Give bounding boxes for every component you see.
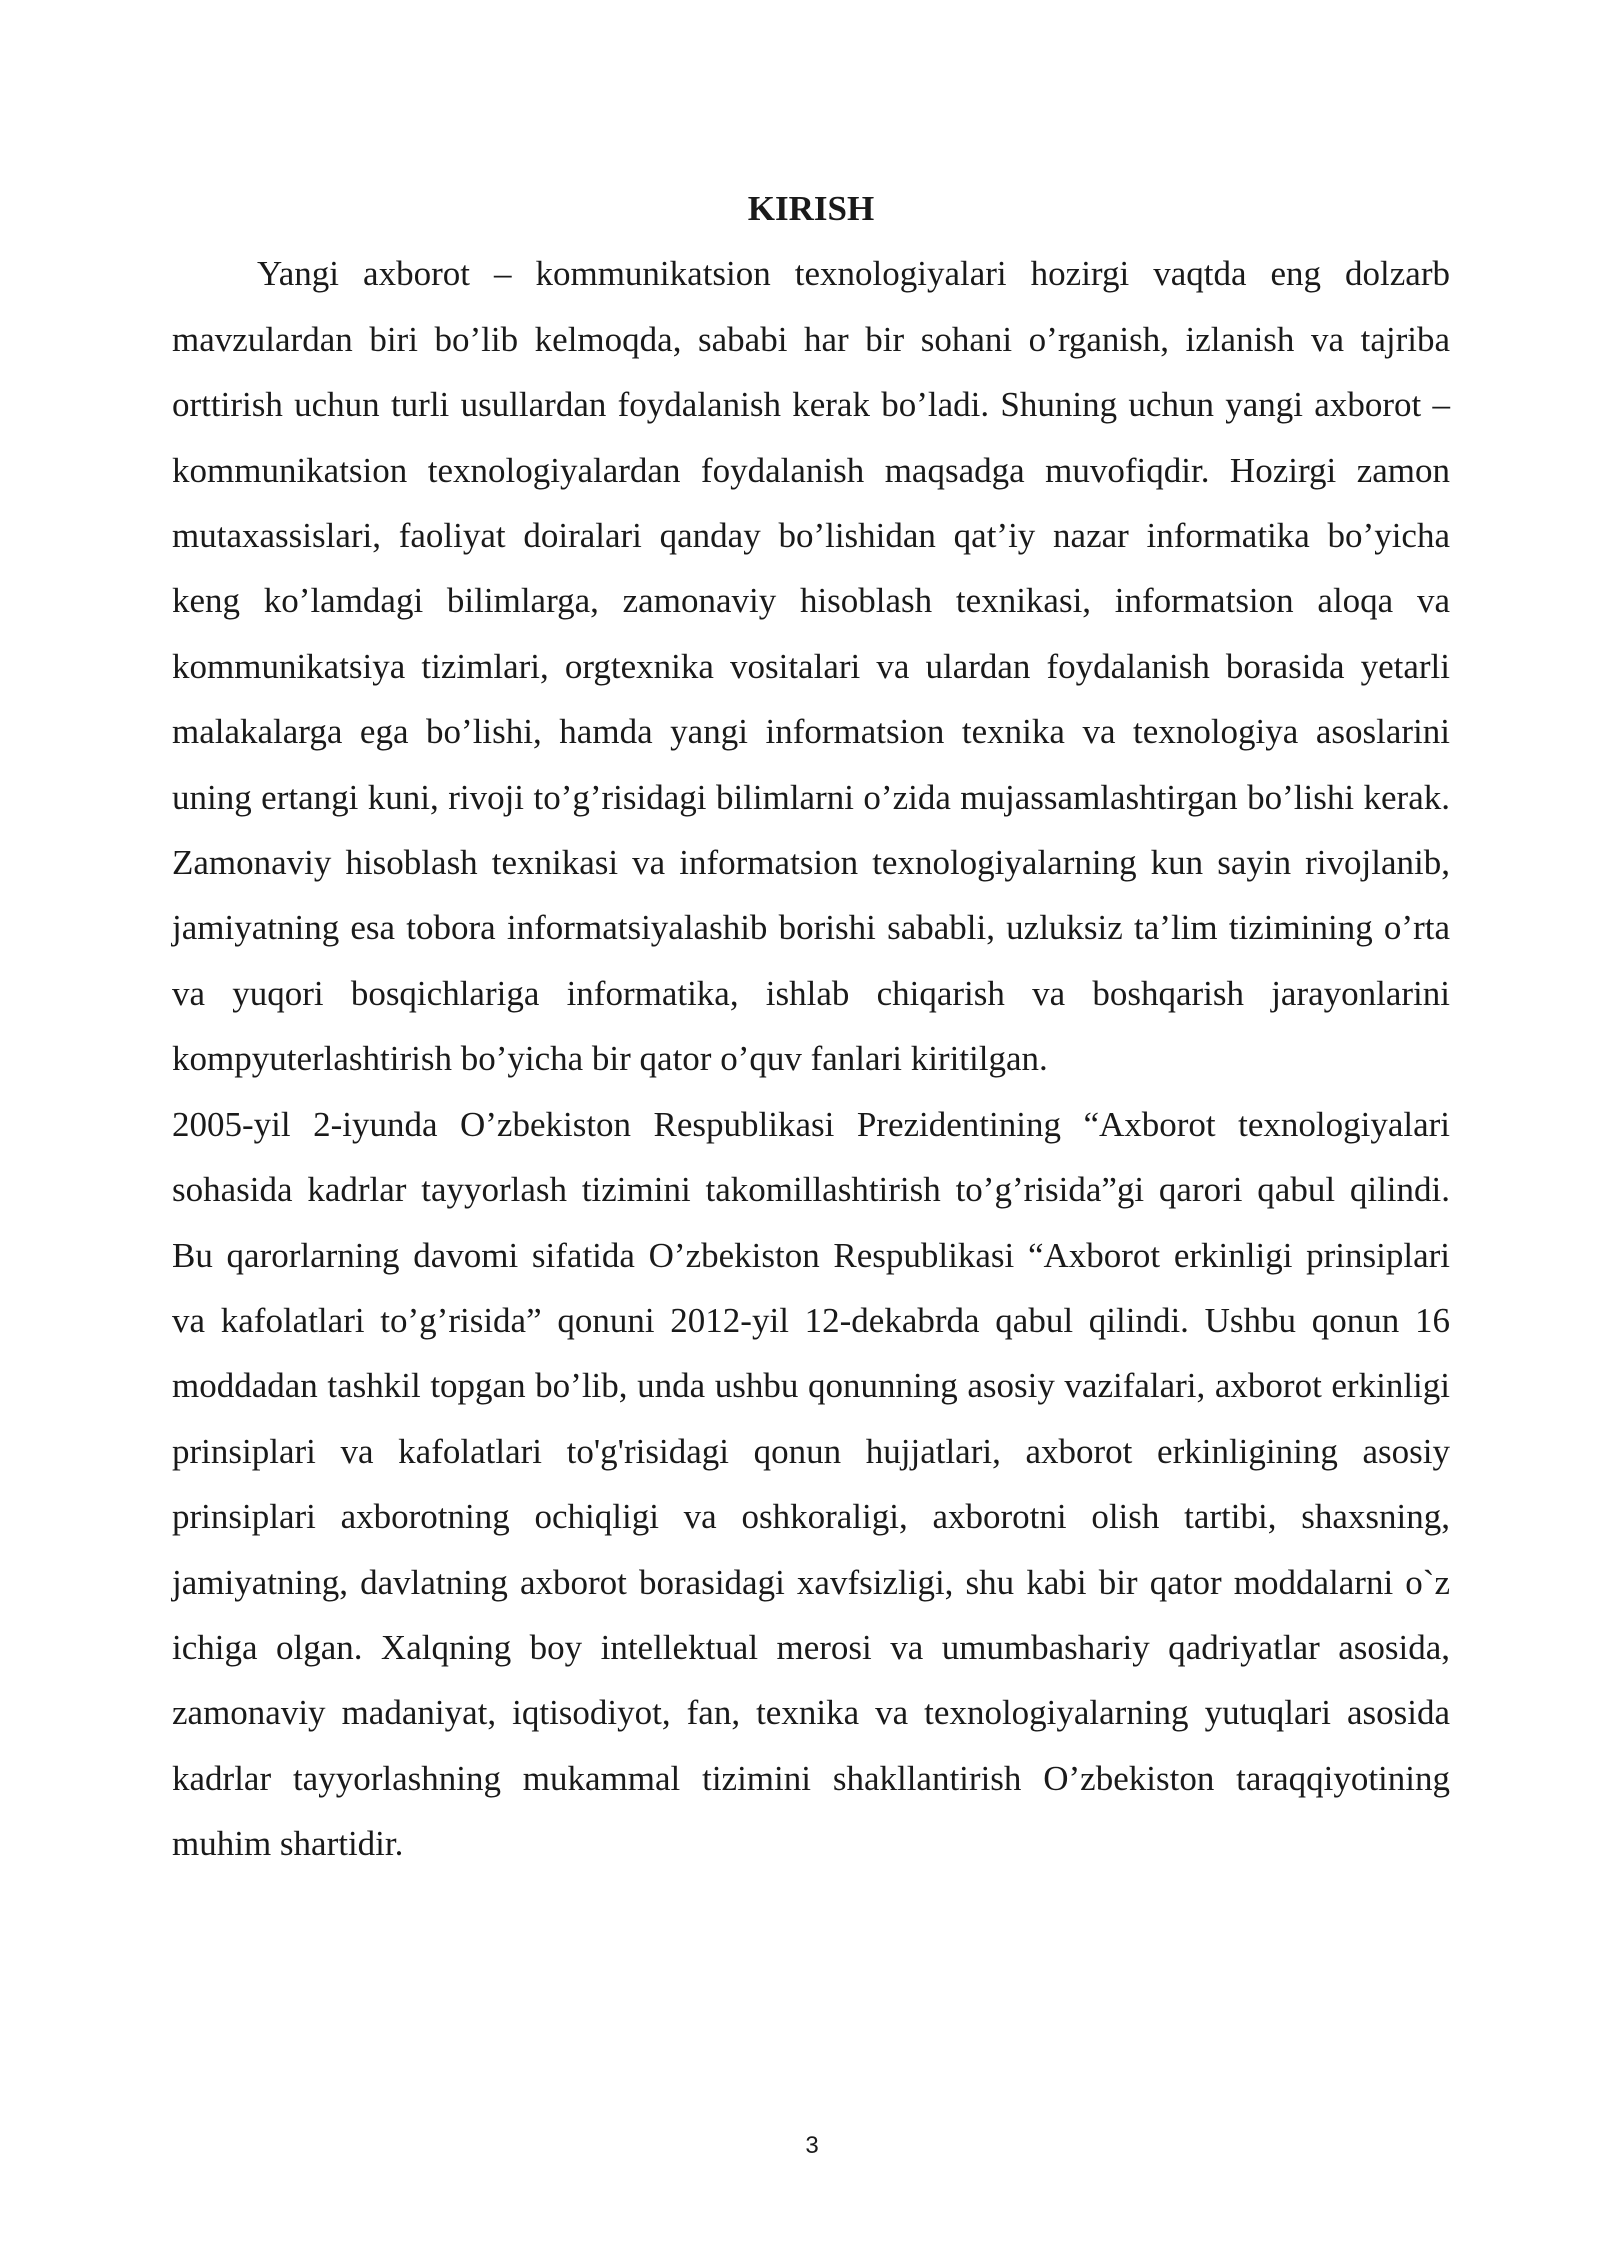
section-heading: KIRISH bbox=[747, 189, 875, 228]
page-number: 3 bbox=[805, 2132, 819, 2159]
body-paragraph-2: 2005-yil 2-iyunda O’zbekiston Respublikasi Prezidentining “Axborot texnologiyalari sohasida kadrlar tayyorlash tizimini takomillashtirish to’g’risida”gi qarori qabul qilindi. Bu qarorlarning davomi sifatida O’zbekiston Respublikasi “Axborot erkinligi prinsiplari va kafolatlari to’g’risida” qonuni 2012-yil 12-dekabrda qabul qilindi. Ushbu qonun 16 moddadan tashkil topgan bo’lib, unda ushbu qonunning asosiy vazifalari, axborot erkinligi prinsiplari va kafolatlari to'g'risidagi qonun hujjatlari, axborot erkinligining asosiy prinsiplari axborotning ochiqligi va oshkoraligi, axborotni olish tartibi, shaxsning, jamiyatning, davlatning axborot borasidagi xavfsizligi, shu kabi bir qator moddalarni o`z ichiga olgan. Xalqning boy intellektual merosi va umumbashariy qadriyatlar asosida, zamonaviy madaniyat, iqtisodiyot, fan, texnika va texnologiyalarning yutuqlari asosida kadrlar tayyorlashning mukammal tizimini shakllantirish O’zbekiston taraqqiyotining muhim shartidir. bbox=[172, 1104, 1450, 1864]
page-content bbox=[172, 176, 1450, 1877]
body-paragraph-1: Yangi axborot – kommunikatsion texnologiyalari hozirgi vaqtda eng dolzarb mavzulardan biri bo’lib kelmoqda, sababi har bir sohani o’rganish, izlanish va tajriba orttirish uchun turli usullardan foydalanish kerak bo’ladi. Shuning uchun yangi axborot – kommunikatsion texnologiyalardan foydalanish maqsadga muvofiqdir. Hozirgi zamon mutaxassislari, faoliyat doiralari qanday bo’lishidan qat’iy nazar informatika bo’yicha keng ko’lamdagi bilimlarga, zamonaviy hisoblash texnikasi, informatsion aloqa va kommunikatsiya tizimlari, orgtexnika vositalari va ulardan foydalanish borasida yetarli malakalarga ega bo’lishi, hamda yangi informatsion texnika va texnologiya asoslarini uning ertangi kuni, rivoji to’g’risidagi bilimlarni o’zida mujassamlashtirgan bo’lishi kerak. Zamonaviy hisoblash texnikasi va informatsion texnologiyalarning kun sayin rivojlanib, jamiyatning esa tobora informatsiyalashib borishi sababli, uzluksiz ta’lim tizimining o’rta va yuqori bosqichlariga informatika, ishlab chiqarish va boshqarish jarayonlarini kompyuterlashtirish bo’yicha bir qator o’quv fanlari kiritilgan. bbox=[172, 254, 1450, 1079]
